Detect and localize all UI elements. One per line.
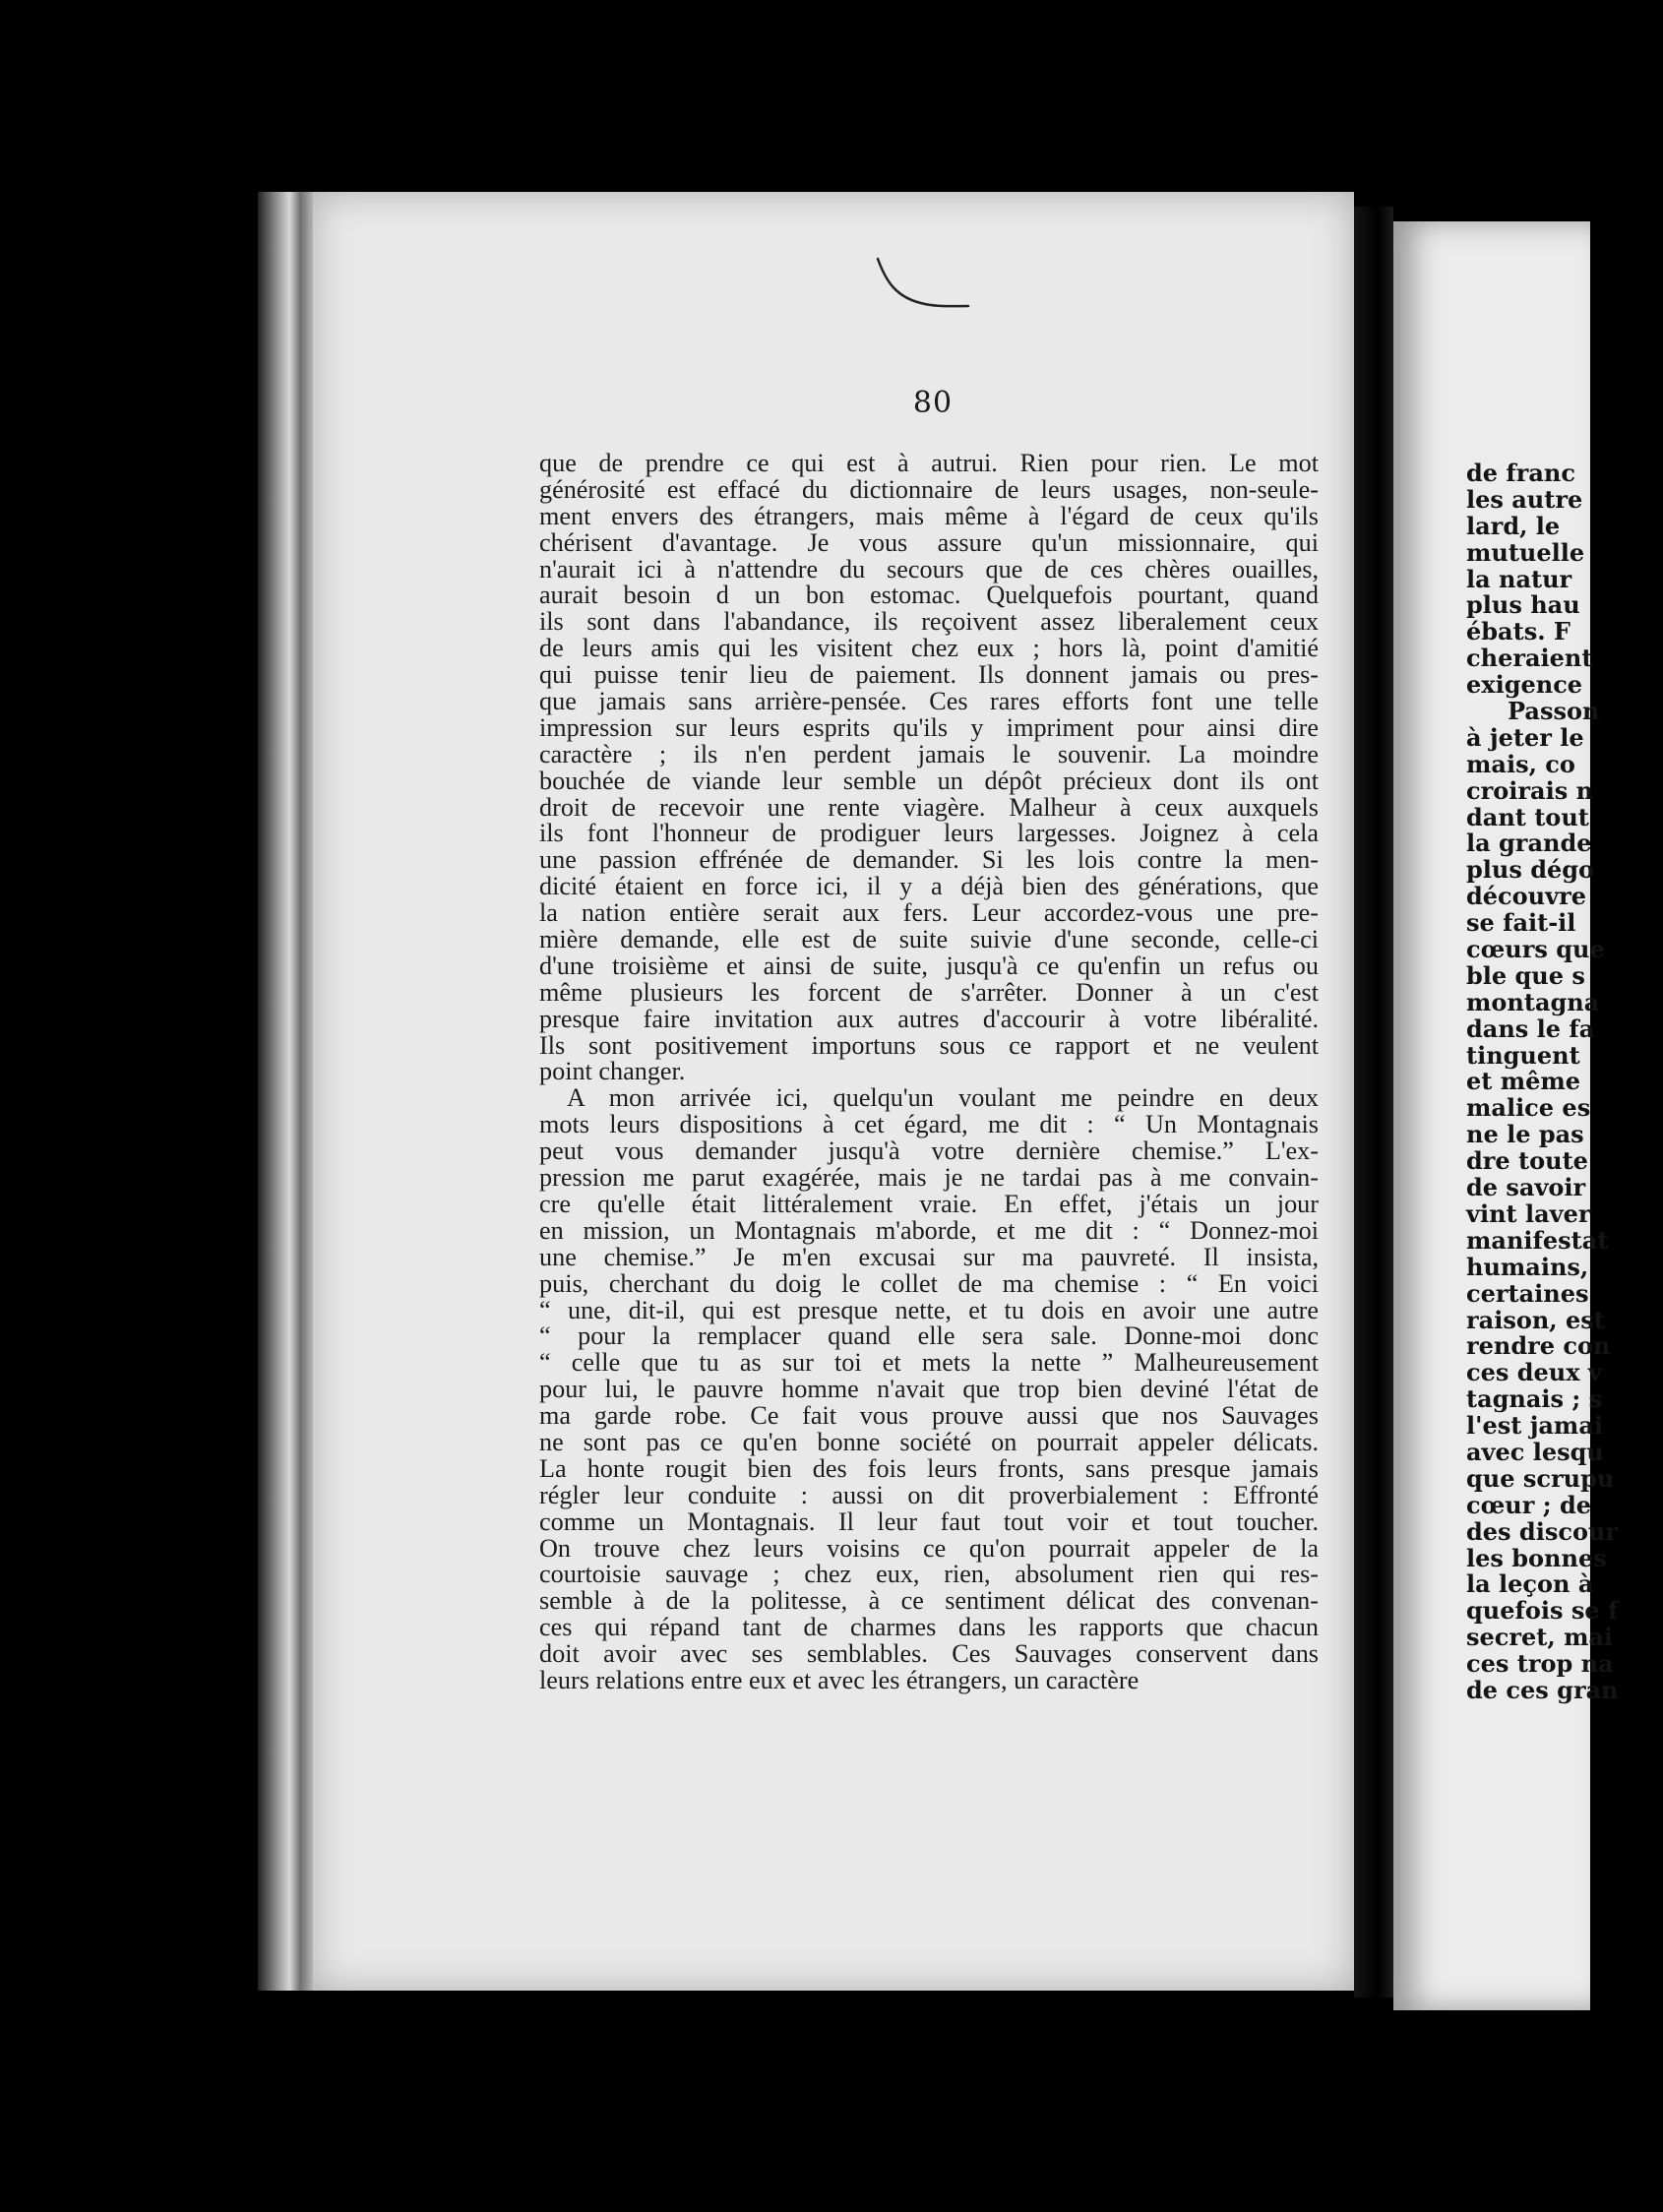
right-text-line: tinguent [1466,1040,1580,1070]
right-text-line: ble que s [1466,960,1585,990]
right-text-line: dans le fa [1466,1014,1595,1043]
right-text-line: montagna [1466,987,1600,1016]
right-text-line: raison, est [1466,1305,1605,1334]
text-line: “ celle que tu as sur toi et mets la nette ” Malheureusement [539,1348,1319,1378]
text-line: peut vous demander jusqu'à votre dernière chemise.” L'ex- [539,1137,1319,1166]
text-line: ment envers des étrangers, mais même à l'égard de ceux qu'ils [539,501,1319,530]
text-line: cre qu'elle était littéralement vraie. En effet, j'étais un jour [539,1189,1319,1218]
text-line: que jamais sans arrière-pensée. Ces rares efforts font une telle [539,687,1319,716]
right-text-line: cheraient [1466,644,1593,673]
right-text-line: la grande [1466,829,1592,858]
text-line: “ une, dit-il, qui est presque nette, et tu dois en avoir une autre [539,1295,1319,1324]
right-text-line: manifestat [1466,1225,1609,1255]
right-text-line: à jeter le [1466,722,1584,752]
right-text-line: de franc [1466,459,1575,487]
book-gutter [1354,207,1393,1997]
right-text-line: dant tout [1466,802,1589,831]
left-page-text [539,451,1319,1694]
right-text-line: mutuelle [1466,537,1585,567]
right-text-line: ces trop na [1466,1649,1614,1679]
right-text-line: et même [1466,1067,1581,1096]
text-line: presque faire invitation aux autres d'accourir à votre libéralité. [539,1004,1319,1033]
text-line: comme un Montagnais. Il leur faut tout voir et tout toucher. [539,1506,1319,1536]
text-line: La honte rougit bien des fois leurs fronts, sans presque jamais [539,1453,1319,1483]
right-text-line: croirais n [1466,775,1594,805]
text-line: aurait besoin d un bon estomac. Quelquefois pourtant, quand [539,581,1319,610]
text-line: ma garde robe. Ce fait vous prouve aussi que nos Sauvages [539,1401,1319,1431]
right-text-line: malice es [1466,1093,1591,1123]
text-line: pour lui, le pauvre homme n'avait que trop bien deviné l'état de [539,1375,1319,1404]
right-text-line: rendre con [1466,1331,1611,1361]
right-text-line: de savoir [1466,1173,1586,1202]
right-text-line: lard, le [1466,511,1561,540]
right-text-line: la natur [1466,564,1572,593]
text-line: bouchée de viande leur semble un dépôt précieux dont ils ont [539,766,1319,795]
text-line: ces qui répand tant de charmes dans les rapports que chacun [539,1613,1319,1642]
text-line: puis, cherchant du doig le collet de ma chemise : “ En voici [539,1268,1319,1298]
text-line: mière demande, elle est de suite suivie d'une seconde, celle-ci [539,925,1319,954]
text-line: impression sur leurs esprits qu'ils y impriment pour ainsi dire [539,712,1319,742]
text-line: générosité est effacé du dictionnaire de leurs usages, non-seule- [539,474,1319,504]
text-line: droit de recevoir une rente viagère. Malheur à ceux auxquels [539,792,1319,822]
text-line: ils font l'honneur de prodiguer leurs largesses. Joignez à cela [539,819,1319,848]
text-line: semble à de la politesse, à ce sentiment délicat des convenan- [539,1586,1319,1616]
text-line: leurs relations entre eux et avec les étrangers, un caractère [539,1665,1139,1694]
right-text-line: découvre [1466,882,1586,911]
text-line: doit avoir avec ses semblables. Ces Sauvages conservent dans [539,1639,1319,1669]
right-text-line: les autre [1466,484,1583,514]
right-text-line: la leçon à [1466,1569,1594,1599]
text-line: en mission, un Montagnais m'aborde, et me dit : “ Donnez-moi [539,1215,1319,1245]
right-text-line: ne le pas [1466,1120,1584,1149]
text-line: une chemise.” Je m'en excusai sur ma pauvreté. Il insista, [539,1242,1319,1271]
right-text-line: certaines [1466,1278,1589,1308]
text-line: courtoisie sauvage ; chez eux, rien, absolument rien qui res- [539,1560,1319,1589]
right-text-line: de ces gran [1466,1675,1619,1704]
text-line: qui puisse tenir lieu de paiement. Ils donnent jamais ou pres- [539,660,1319,690]
text-line: même plusieurs les forcent de s'arrêter. Donner à un c'est [539,977,1319,1007]
right-text-line: humains, [1466,1252,1589,1281]
text-line: mots leurs dispositions à cet égard, me dit : “ Un Montagnais [539,1110,1319,1139]
right-text-line: exigence [1466,670,1583,700]
text-line: caractère ; ils n'en perdent jamais le souvenir. La moindre [539,739,1319,768]
text-line: que de prendre ce qui est à autrui. Rien pour rien. Le mot [539,449,1319,477]
right-text-line: mais, co [1466,749,1575,778]
text-line: On trouve chez leurs voisins ce qu'on pourrait appeler de la [539,1533,1319,1563]
right-text-line: plus dégo [1466,855,1595,885]
text-line: n'aurait ici à n'attendre du secours que de ces chères ouailles, [539,554,1319,584]
right-text-line: vint laver [1466,1198,1591,1228]
right-text-line: secret, mai [1466,1623,1614,1652]
text-line: régler leur conduite : aussi on dit proverbialement : Effronté [539,1480,1319,1509]
text-line: pression me parut exagérée, mais je ne tardai pas à me convain- [539,1163,1319,1193]
text-line: “ pour la remplacer quand elle sera sale. Donne-moi donc [539,1321,1319,1351]
right-text-line: quefois se f [1466,1596,1619,1626]
right-text-line: plus hau [1466,590,1580,620]
right-page-text [1466,461,1663,1704]
right-text-line: les bonnes [1466,1543,1607,1572]
right-text-line: Passon [1508,697,1600,726]
right-text-line: que scrupu [1466,1463,1615,1493]
right-text-line: se fait-il [1466,908,1576,938]
right-text-line: ébats. F [1466,617,1571,646]
right-text-line: tagnais ; s [1466,1384,1603,1414]
text-line: A mon arrivée ici, quelqu'un voulant me peindre en deux [567,1083,1319,1113]
text-line: chérisent d'avantage. Je vous assure qu'un missionnaire, qui [539,527,1319,557]
text-line: ne sont pas ce qu'en bonne société on pourrait appeler délicats. [539,1427,1319,1456]
text-line: d'une troisième et ainsi de suite, jusqu'à ce qu'enfin un refus ou [539,951,1319,980]
right-text-line: des discour [1466,1516,1619,1546]
text-line: une passion effrénée de demander. Si les lois contre la men- [539,845,1319,875]
right-text-line: avec lesqu [1466,1437,1604,1466]
right-text-line: cœurs que [1466,935,1605,964]
right-text-line: cœur ; de [1466,1490,1591,1519]
text-line: point changer. [539,1057,686,1086]
pen-mark [866,251,974,320]
right-text-line: l'est jamai [1466,1411,1603,1441]
text-line: ils sont dans l'abandance, ils reçoivent assez liberalement ceux [539,607,1319,637]
right-text-line: dre toute [1466,1146,1588,1176]
text-line: la nation entière serait aux fers. Leur accordez-vous une pre- [539,898,1319,928]
text-line: de leurs amis qui les visitent chez eux ; hors là, point d'amitié [539,634,1319,663]
text-line: dicité étaient en force ici, il y a déjà bien des générations, que [539,872,1319,901]
page-number: 80 [912,386,954,420]
right-text-line: ces deux v [1466,1358,1602,1387]
text-line: Ils sont positivement importuns sous ce rapport et ne veulent [539,1030,1319,1060]
